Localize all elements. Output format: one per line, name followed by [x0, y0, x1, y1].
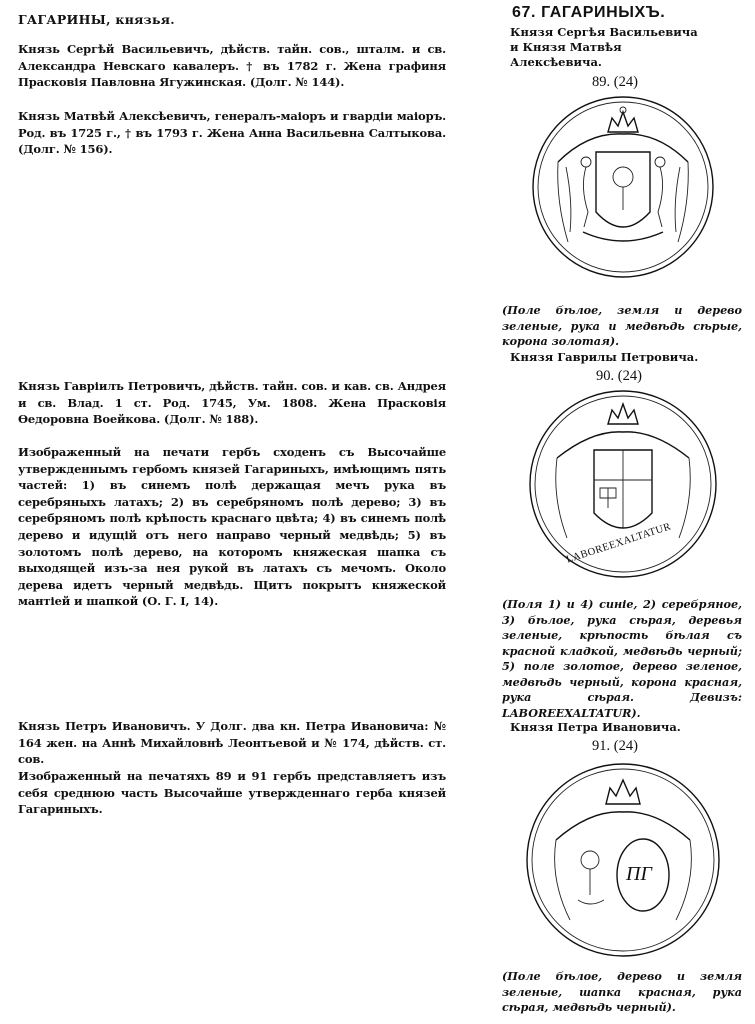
- seal-90-caption: (Поля 1) и 4) синіе, 2) серебряное, 3) бѣлое, рука сѣрая, деревья зеленые, крѣпость бѣлая съ красной кладкой, медвѣдь черный; 5) поле золотое, дерево зеленое, медвѣдь черный, корона красная, рука сѣрая. Девизъ: LABOREEXALTATUR).: [502, 597, 742, 720]
- entry-sergei: Князь Сергѣй Васильевичъ, дѣйств. тайн. сов., шталм. и св. Александра Невскаго кавалеръ. † въ 1782 г. Жена графиня Прасковія Павловна Ягужинская. (Долг. № 144).: [18, 42, 446, 90]
- seal-90-motto: LABOREEXALTATUR: [564, 521, 673, 566]
- seal-89-caption: (Поле бѣлое, земля и дерево зеленые, рука и медвѣдь сѣрые, корона золотая).: [502, 303, 742, 348]
- section-title: 67. ГАГАРИНЫХЪ.: [512, 4, 666, 21]
- seal-90-owner: Князя Гаврилы Петровича.: [510, 350, 699, 364]
- seal-90-image: [522, 388, 724, 580]
- seal-91-number: 91. (24): [592, 738, 638, 754]
- seal-91-monogram: ПГ: [626, 863, 652, 885]
- entry-gavriil: Князь Гавріилъ Петровичъ, дѣйств. тайн. сов. и кав. св. Андрея и св. Влад. 1 ст. Род. 1745, Ум. 1808. Жена Прасковія Ѳедоровна Воейкова. (Долг. № 188).: [18, 379, 446, 427]
- seal-90-number: 90. (24): [596, 368, 642, 384]
- seal-89-image: [528, 92, 718, 282]
- seal-91-owner: Князя Петра Ивановича.: [510, 720, 681, 734]
- seal-91-image: [518, 760, 728, 960]
- family-heading: ГАГАРИНЫ, князья.: [18, 12, 175, 27]
- seal-89-owner: Князя Сергѣя Васильевича и Князя Матвѣя Алексѣевича.: [510, 25, 698, 69]
- coat-of-arms-description: Изображенный на печати гербъ сходенъ съ Высочайше утвержденнымъ гербомъ князей Гагариныхъ, имѣющимъ пять частей: 1) въ синемъ полѣ держащая мечъ рука въ серебряныхъ латахъ; 2) въ серебряномъ полѣ дерево; 3) въ серебряномъ полѣ крѣпость краснаго цвѣта; 4) въ синемъ полѣ дерево и идущій отъ него направо черный медвѣдь; 5) въ золотомъ полѣ дерево, на которомъ княжеская шапка съ выходящей изъ-за нея рукой въ латахъ съ мечомъ. Около дерева идетъ черный медвѣдь. Щитъ покрытъ княжеской мантіей и шапкой (О. Г. I, 14).: [18, 445, 446, 609]
- entry-matvei: Князь Матвѣй Алексѣевичъ, генералъ-маіоръ и гвардіи маіоръ. Род. въ 1725 г., † въ 1793 г. Жена Анна Васильевна Салтыкова. (Долг. № 156).: [18, 109, 446, 157]
- seal-note: Изображенный на печатяхъ 89 и 91 гербъ представляетъ изъ себя среднюю часть Высочайше утвержденнаго герба князей Гагариныхъ.: [18, 769, 446, 817]
- seal-91-caption: (Поле бѣлое, дерево и земля зеленые, шапка красная, рука сѣрая, медвѣдь черный).: [502, 969, 742, 1014]
- seal-89-number: 89. (24): [592, 74, 638, 90]
- entry-petr: Князь Петръ Ивановичъ. У Долг. два кн. Петра Ивановича: № 164 жен. на Аннѣ Михайловнѣ Леонтьевой и № 174, дѣйств. ст. сов.: [18, 719, 446, 767]
